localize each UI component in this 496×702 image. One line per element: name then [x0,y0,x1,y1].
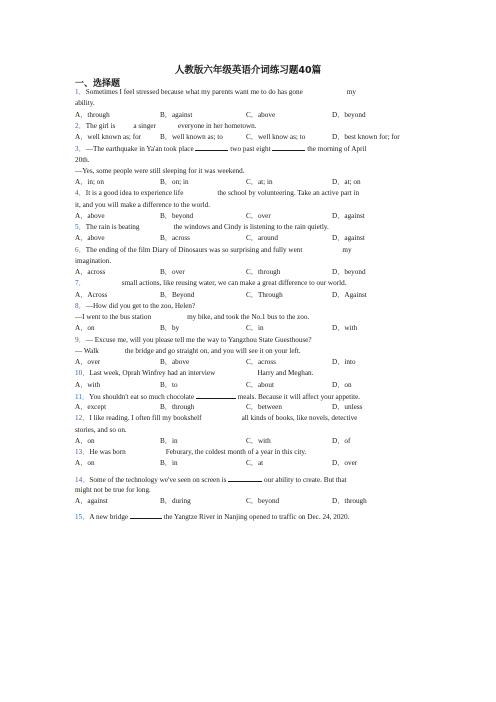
option-d[interactable]: D．beyond [332,268,366,276]
option-d[interactable]: D．against [332,234,365,243]
option-d[interactable]: D．at; on [332,178,361,186]
option-d[interactable]: D．on [332,380,352,389]
page-title: 人教版六年级英语介词练习题40篇 [174,65,322,76]
question-list [75,87,423,523]
option-b[interactable]: B．against [160,110,193,119]
question-12-cont: stories, and so on. [75,425,127,434]
option-d[interactable]: D．with [332,324,358,333]
option-a[interactable]: A．well known as; for [75,133,142,141]
option-b[interactable]: B．on; in [160,178,189,186]
option-a[interactable]: A．above [75,234,105,243]
question-7: 7． small actions, like reusing water, we can make a great difference to our world. [75,279,347,288]
section-heading: 一、选择题 [75,79,121,89]
option-b[interactable]: B．in [160,436,178,445]
question-8-options [75,323,423,334]
question-11: 11．You shouldn't eat so much chocolate meals. Because it will affect your appetite. [75,392,361,401]
question-15: 15．A new bridge the Yangtze River in Nanjing opened to traffic on Dec. 24, 2020. [75,513,350,522]
option-b[interactable]: B．through [160,403,195,411]
option-b[interactable]: B．over [160,268,185,276]
option-b[interactable]: B．beyond [160,211,194,220]
question-1-options [75,110,423,121]
question-6-cont: imagination. [75,256,112,265]
question-4-cont: it, and you will make a difference to the world. [75,200,210,209]
question-4: 4．It is a good idea to experience life the school by volunteering. Take an active part in [75,189,360,198]
option-c[interactable]: C．about [246,380,274,389]
option-d[interactable]: D．against [332,211,365,220]
option-b[interactable]: B．to [160,380,178,389]
option-c[interactable]: C．with [246,436,271,445]
option-c[interactable]: C．over [246,211,271,220]
option-c[interactable]: C．through [246,268,281,276]
option-c[interactable]: C．well know as; to [246,133,306,141]
question-14: 14．Some of the technology we've seen on screen is our ability to create. But that [75,475,347,484]
option-b[interactable]: B．across [160,234,190,243]
question-5: 5．The rain is beating the windows and Cindy is listening to the rain quietly. [75,223,329,231]
question-10: 10．Last week, Oprah Winfrey had an interview Harry and Meghan. [75,369,314,378]
option-a[interactable]: A．on [75,459,95,468]
question-12: 12．I like reading. I often fill my bookshelf all kinds of books, like novels, detective [75,414,358,423]
question-9-options [75,357,423,368]
option-a[interactable]: A．on [75,324,95,333]
question-13-options [75,458,423,469]
option-a[interactable]: A．over [75,358,101,366]
answer-blank[interactable] [228,474,262,482]
question-1-cont: ability. [75,99,95,108]
option-d[interactable]: D．unless [332,403,363,411]
answer-blank[interactable] [196,391,236,399]
question-2: 2．The girl is a singer everyone in her hometown. [75,121,257,130]
option-b[interactable]: B．by [160,324,180,333]
option-b[interactable]: B．in [160,459,178,468]
option-d[interactable]: D．best known for; for [332,133,400,141]
option-a[interactable]: A．on [75,436,95,445]
option-a[interactable]: A．except [75,403,107,411]
question-6: 6．The ending of the film Diary of Dinosaurs was so surprising and fully went my [75,245,352,254]
question-1: 1．Sometimes I feel stressed because what my parents want me to do has gone my [75,88,356,96]
option-c[interactable]: C．across [246,358,276,366]
option-a[interactable]: A．against [75,497,108,505]
question-3-reply: —Yes, some people were still sleeping for it was weekend. [75,166,245,175]
question-14-cont: might not be true for long. [75,485,151,494]
question-3-options [75,177,423,188]
option-b[interactable]: B．during [160,497,191,505]
question-5-options [75,233,423,244]
option-a[interactable]: A．across [75,268,106,276]
option-d[interactable]: D．through [332,497,367,505]
question-11-options [75,402,423,413]
option-c[interactable]: C．at; in [246,178,273,186]
question-7-options [75,290,423,301]
option-b[interactable]: B．above [160,358,190,366]
option-c[interactable]: C．between [246,403,282,411]
question-8-reply: —I went to the bus station my bike, and took the No.1 bus to the zoo. [75,313,310,321]
option-c[interactable]: C．above [246,110,276,119]
option-c[interactable]: C．Through [246,290,283,299]
question-6-options [75,267,423,278]
option-c[interactable]: C．around [246,234,278,243]
answer-blank[interactable] [195,143,228,151]
option-b[interactable]: B．Beyond [160,290,195,299]
option-d[interactable]: D．over [332,459,358,468]
question-13: 13．He was born Feburary, the coldest month of a year in this city. [75,448,307,456]
question-4-options [75,211,423,222]
option-d[interactable]: D．Against [332,290,367,299]
answer-blank[interactable] [272,143,305,151]
option-b[interactable]: B．well known as; to [160,133,223,141]
option-a[interactable]: A．Across [75,290,108,299]
option-d[interactable]: D．of [332,436,351,445]
option-a[interactable]: A．with [75,380,101,389]
option-c[interactable]: C．beyond [246,497,280,505]
question-9-reply: — Walk the bridge and go straight on, and you will see it on your left. [75,346,301,355]
option-d[interactable]: D．into [332,358,356,366]
answer-blank[interactable] [130,511,162,519]
question-2-options [75,132,423,143]
question-3-cont: 20th. [75,155,90,164]
question-8: 8．—How did you get to the zoo, Helen? [75,301,196,310]
question-10-options [75,380,423,391]
question-9: 9．— Excuse me, will you please tell me the way to Yangzhou State Guesthouse? [75,335,312,344]
question-3: 3．—The earthquake in Ya'an took place two past eight the morning of April [75,145,367,154]
question-14-options [75,496,423,507]
option-a[interactable]: A．above [75,211,105,220]
option-d[interactable]: D．beyond [332,110,366,119]
option-a[interactable]: A．in; on [75,178,104,186]
option-a[interactable]: A．through [75,110,110,119]
option-c[interactable]: C．at [246,459,264,468]
option-c[interactable]: C．in [246,324,264,333]
question-12-options [75,436,423,447]
